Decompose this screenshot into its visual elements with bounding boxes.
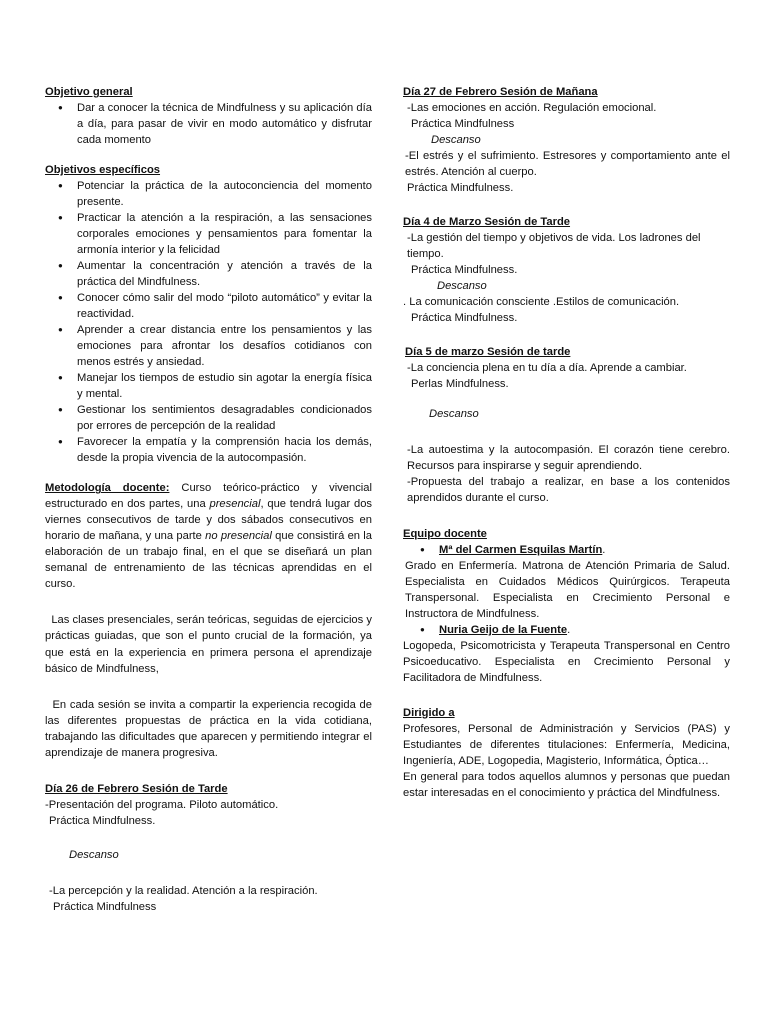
dia26-descanso: Descanso (69, 848, 119, 861)
dia5-heading: Día 5 de marzo Sesión de tarde (405, 346, 571, 359)
dia4-heading: Día 4 de Marzo Sesión de Tarde (403, 216, 571, 229)
dirigido-text-2: En general para todos aquellos alumnos y personas que puedan estar interesadas en el conocimiento y práctica del Mindfulness. (403, 770, 730, 799)
metodologia-text-c: que consistirá en la elaboración de un trabajo final, en el que se diseñará un plan semanal de entrenamiento de las técnicas aprendidas en el curso. (45, 530, 372, 591)
docente-1-desc: Grado en Enfermería. Matrona de Atención Primaria de Salud. Especialista en Cuidados Médicos Quirúrgicos. Terapeuta Transpersonal. Especialista en Crecimiento Personal e Instructora de Mindfulness. (405, 560, 730, 621)
dia26-section (45, 781, 372, 915)
list-item: ● Potenciar la práctica de la autoconciencia del momento presente. (45, 178, 372, 210)
objetivos-especificos-heading: Objetivos específicos (45, 164, 161, 177)
dia27-descanso: Descanso (431, 134, 481, 147)
equipo-section (403, 526, 730, 686)
list-item: ● Aumentar la concentración y atención a través de la práctica del Mindfulness. (45, 258, 372, 290)
dia27-line1: -Las emociones en acción. Regulación emocional. (407, 102, 657, 115)
dia27-line4: Práctica Mindfulness. (407, 182, 514, 195)
left-column (45, 84, 376, 929)
objetivo-general-heading: Objetivo general (45, 86, 133, 98)
metodologia-presencial: presencial (209, 498, 261, 511)
dia27-line2: Práctica Mindfulness (411, 118, 515, 131)
dia5-line1: -La conciencia plena en tu día a día. Aprende a cambiar. (407, 362, 687, 375)
list-item: ● Gestionar los sentimientos desagradables condicionados por errores de percepción de la realidad (45, 402, 372, 434)
list-item: ● Dar a conocer la técnica de Mindfulness y su aplicación día a día, para pasar de vivir en modo automático y disfrutar cada momento (45, 100, 372, 148)
dia5-line2: Perlas Mindfulness. (411, 378, 509, 391)
metodologia-paragraph (45, 480, 372, 592)
list-item: ● Aprender a crear distancia entre los pensamientos y las emociones para afrontar los desafíos cotidianos con menos estrés y ansiedad. (45, 322, 372, 370)
objetivo-general-section (45, 84, 372, 148)
dia5-descanso: Descanso (429, 408, 479, 421)
list-item: ● Manejar los tiempos de estudio sin agotar la energía física y mental. (45, 370, 372, 402)
dia26-line2: Práctica Mindfulness. (49, 814, 156, 827)
dia4-descanso: Descanso (437, 280, 487, 293)
dia5-line3: -La autoestima y la autocompasión. El corazón tiene cerebro. Recursos para inspirarse y seguir aprendiendo. (407, 444, 730, 473)
dia4-line1: -La gestión del tiempo y objetivos de vida. Los ladrones del tiempo. (407, 232, 701, 261)
clases-paragraph: Las clases presenciales, serán teóricas, seguidas de ejercicios y prácticas guiadas, que son el punto crucial de la formación, ya que está en la experiencia en primera persona el aprendizaje básico de Mindfulness, (45, 614, 376, 675)
objetivos-especificos-list (45, 178, 372, 466)
dia27-line3: -El estrés y el sufrimiento. Estresores y comportamiento ante el estrés. Atención al cuerpo. (405, 150, 730, 179)
dia4-line3: . La comunicación consciente .Estilos de comunicación. (403, 296, 680, 309)
dia4-line4: Práctica Mindfulness. (411, 312, 518, 325)
metodologia-no-presencial: no presencial (205, 530, 272, 543)
dia27-heading: Día 27 de Febrero Sesión de Mañana (403, 86, 598, 98)
equipo-heading: Equipo docente (403, 528, 487, 541)
list-item: ● Practicar la atención a la respiración, a las sensaciones corporales emociones y pensamientos para fomentar la armonía interior y la felicidad (45, 210, 372, 258)
dia27-section (403, 84, 730, 196)
dirigido-text-1: Profesores, Personal de Administración y Servicios (PAS) y Estudiantes de diferentes titulaciones: Enfermería, Medicina, Ingeniería, ADE, Logopedia, Magisterio, Informática, Óptica… (403, 722, 730, 767)
dia5-line4: -Propuesta del trabajo a realizar, en base a los contenidos aprendidos durante el curso. (407, 476, 730, 505)
right-column (403, 84, 730, 815)
list-item: ● Conocer cómo salir del modo “piloto automático” y evitar la reactividad. (45, 290, 372, 322)
dia26-heading: Día 26 de Febrero Sesión de Tarde (45, 782, 228, 795)
objetivos-especificos-section (45, 162, 372, 466)
dia4-line2: Práctica Mindfulness. (411, 264, 518, 277)
dia26-line4: Práctica Mindfulness (53, 900, 157, 913)
dia26-line1: -Presentación del programa. Piloto automático. (45, 798, 279, 811)
sesion-paragraph: En cada sesión se invita a compartir la experiencia recogida de las diferentes propuestas de práctica en la vida cotidiana, trabajando las dificultades que aparecen y permitiendo integrar el aprendizaje de manera progresiva. (45, 698, 376, 759)
dia4-section (403, 214, 730, 326)
docente-2-name: ● Nuria Geijo de la Fuente. (403, 622, 730, 638)
objetivo-general-list (45, 100, 372, 148)
metodologia-heading: Metodología docente: (45, 482, 170, 495)
metodologia-text-b: , que tendrá lugar dos viernes consecutivos de tarde y dos sábados consecutivos en horario de mañana, y una parte (45, 498, 373, 543)
docente-1-name: ● Mª del Carmen Esquilas Martín. (403, 542, 730, 558)
dia26-line3: -La percepción y la realidad. Atención a la respiración. (49, 884, 318, 897)
metodologia-text-a: Curso teórico-práctico y vivencial estructurado en dos partes, una (45, 482, 372, 511)
dirigido-heading: Dirigido a (403, 706, 455, 719)
dirigido-section (403, 705, 730, 801)
list-item: ● Favorecer la empatía y la comprensión hacia los demás, desde la propia vivencia de la autocompasión. (45, 434, 372, 466)
docente-2-desc: Logopeda, Psicomotricista y Terapeuta Transpersonal en Centro Psicoeducativo. Especialista en Crecimiento Personal y Facilitadora de Mindfulness. (403, 640, 730, 685)
dia5-section (403, 344, 730, 506)
